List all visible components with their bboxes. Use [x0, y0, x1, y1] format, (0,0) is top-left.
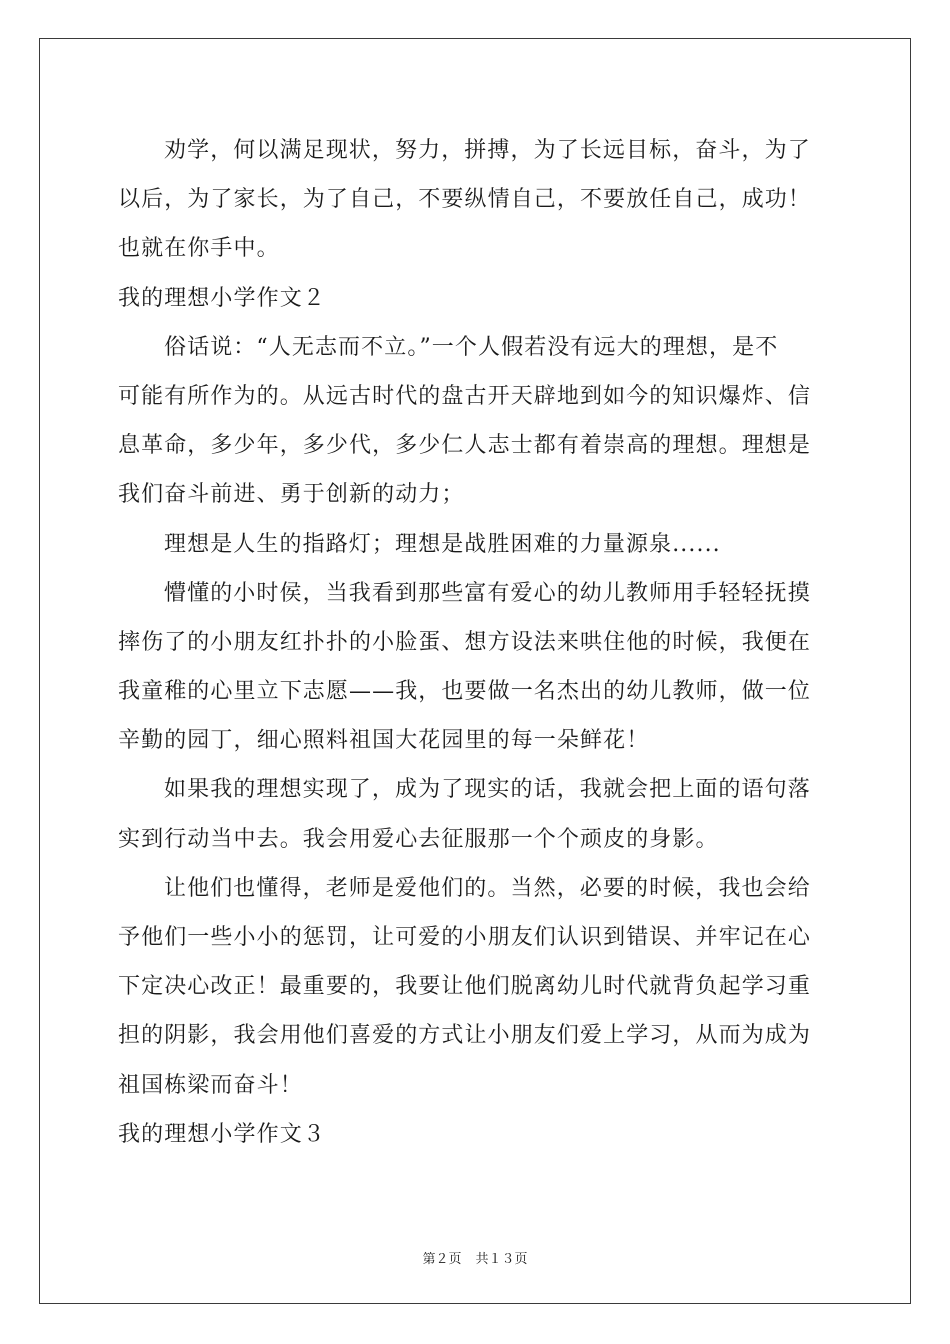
- text-line: 如果我的理想实现了，成为了现实的话，我就会把上面的语句落: [164, 777, 811, 803]
- section-heading: 我的理想小学作文３: [118, 1121, 326, 1147]
- text-line: 祖国栋梁而奋斗！: [118, 1072, 303, 1098]
- text-line: 摔伤了的小朋友红扑扑的小脸蛋、想方设法来哄住他的时候，我便在: [118, 629, 812, 655]
- page-total: 共１３页: [475, 1252, 528, 1267]
- text-line: 我童稚的心里立下志愿——我，也要做一名杰出的幼儿教师，做一位: [118, 679, 812, 705]
- section-heading: 我的理想小学作文２: [118, 285, 326, 311]
- text-line: 辛勤的园丁，细心照料祖国大花园里的每一朵鲜花！: [118, 728, 650, 754]
- text-line: 下定决心改正！最重要的，我要让他们脱离幼儿时代就背负起学习重: [118, 974, 812, 1000]
- page-footer: [0, 1248, 950, 1267]
- text-line: 俗话说：“人无志而不立。”一个人假若没有远大的理想，是不: [164, 334, 779, 360]
- text-line: 予他们一些小小的惩罚，让可爱的小朋友们认识到错误、并牢记在心: [118, 925, 812, 950]
- text-line: 以后，为了家长，为了自己，不要纵情自己，不要放任自己，成功！: [118, 187, 812, 213]
- text-line: 让他们也懂得，老师是爱他们的。当然，必要的时候，我也会给: [164, 875, 811, 901]
- text-line: 息革命，多少年，多少代，多少仁人志士都有着崇高的理想。理想是: [118, 433, 812, 459]
- text-line: 也就在你手中。: [118, 236, 280, 262]
- text-line: 我们奋斗前进、勇于创新的动力；: [118, 482, 465, 508]
- text-line: 劝学，何以满足现状，努力，拼搏，为了长远目标，奋斗，为了: [164, 138, 811, 163]
- text-line: 担的阴影，我会用他们喜爱的方式让小朋友们爱上学习，从而为成为: [118, 1023, 812, 1049]
- page-number: 第２页: [422, 1252, 462, 1267]
- text-line: 懵懂的小时侯，当我看到那些富有爱心的幼儿教师用手轻轻抚摸: [164, 580, 811, 606]
- text-line: 理想是人生的指路灯；理想是战胜困难的力量源泉......: [164, 531, 721, 557]
- document-body: [118, 126, 834, 1159]
- text-line: 实到行动当中去。我会用爱心去征服那一个个顽皮的身影。: [118, 826, 719, 852]
- text-line: 可能有所作为的。从远古时代的盘古开天辟地到如今的知识爆炸、信: [118, 383, 812, 409]
